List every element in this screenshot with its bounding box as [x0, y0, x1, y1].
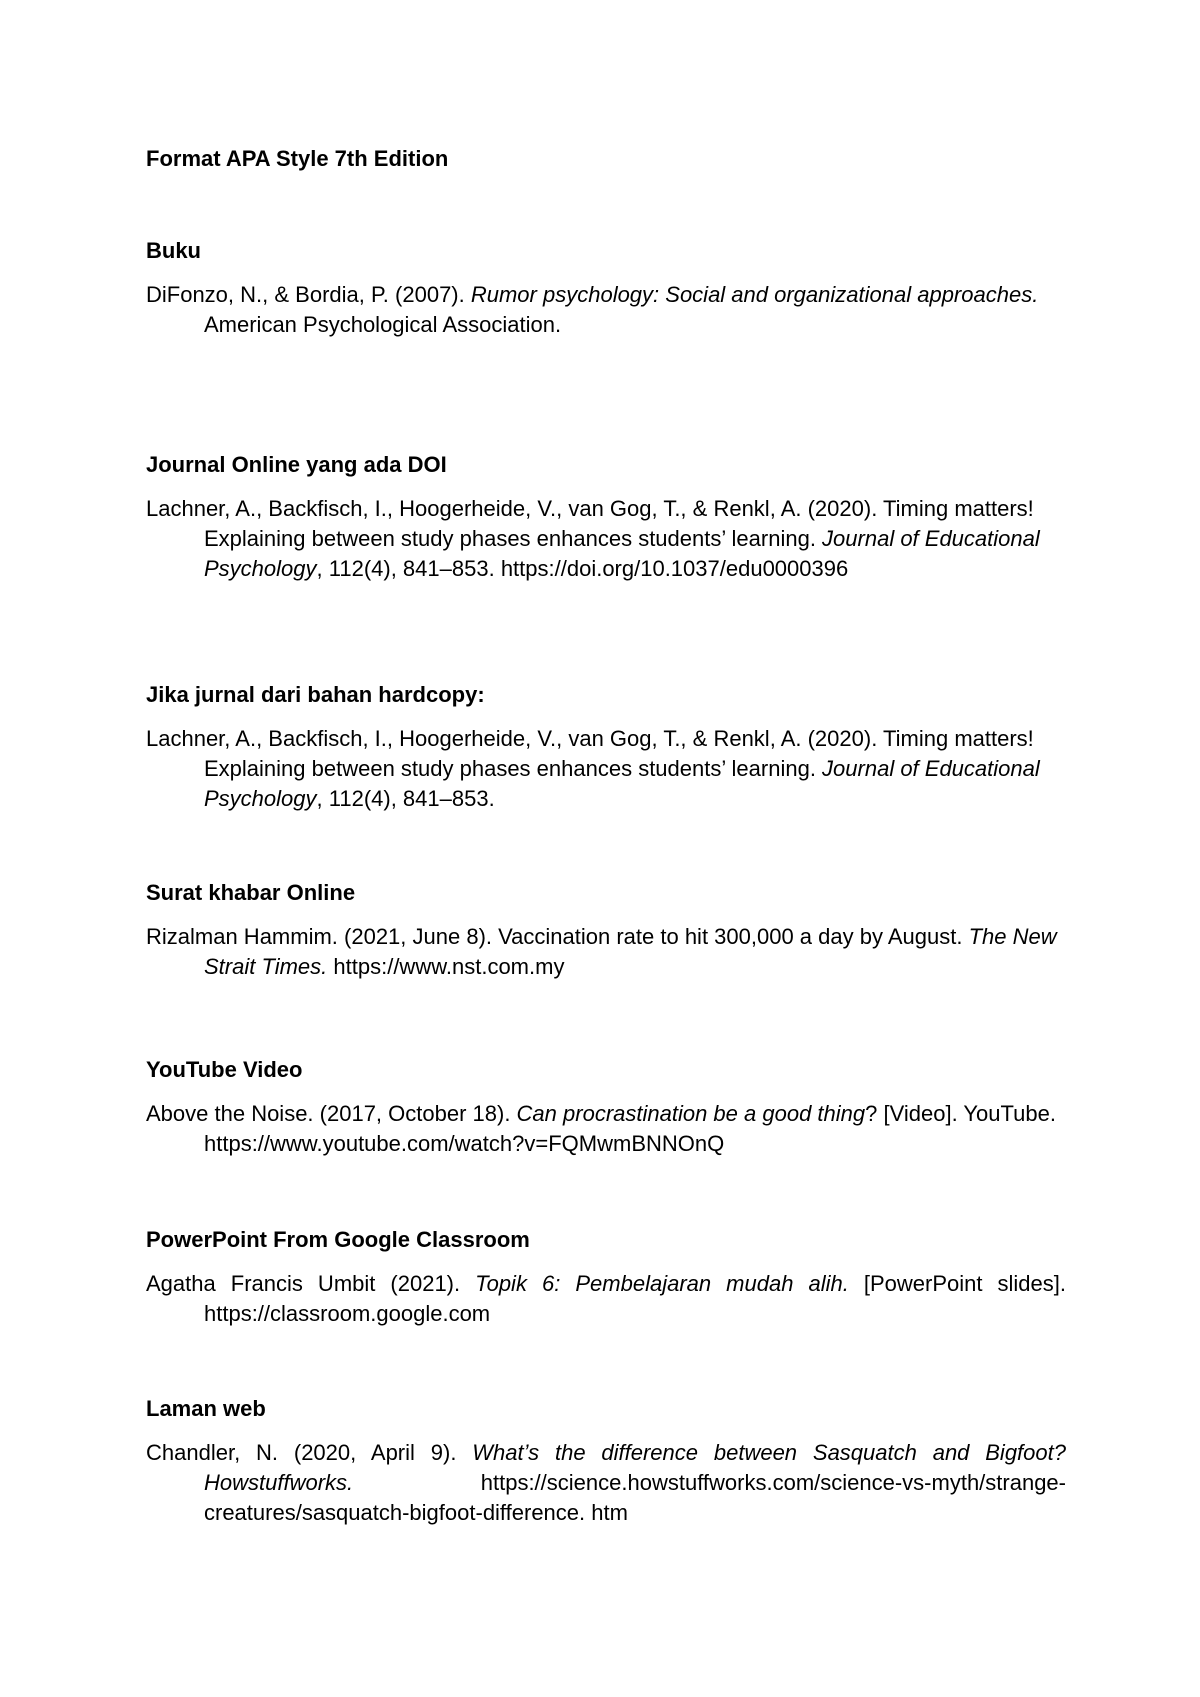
- reference-authors: Lachner, A., Backfisch, I., Hoogerheide, V., van Gog, T., & Renkl, A. (2020). Timing matters! Explaining between study phases enhances students’ learning.: [146, 496, 1034, 551]
- reference-details: ? [Video]. YouTube. https://www.youtube.com/watch?v=FQMwmBNNOnQ: [204, 1101, 1056, 1156]
- reference-authors: Lachner, A., Backfisch, I., Hoogerheide, V., van Gog, T., & Renkl, A. (2020). Timing matters! Explaining between study phases enhances students’ learning.: [146, 726, 1034, 781]
- reference-book: [146, 280, 1066, 340]
- reference-journal-hardcopy: [146, 724, 1066, 814]
- reference-source: The New Strait Times.: [204, 924, 1057, 979]
- reference-authors: Above the Noise. (2017, October 18).: [146, 1101, 517, 1126]
- section-heading-powerpoint: PowerPoint From Google Classroom: [146, 1227, 530, 1252]
- reference-journal-doi: [146, 494, 1066, 584]
- reference-journal-name: Journal of Educational Psychology: [204, 526, 1040, 581]
- reference-work-title: Topik 6: Pembelajaran mudah alih.: [475, 1271, 849, 1296]
- section-book: [146, 236, 1066, 340]
- section-heading-journal-doi: Journal Online yang ada DOI: [146, 452, 447, 477]
- reference-volume-pages: , 112(4), 841–853.: [316, 556, 501, 581]
- section-journal-hardcopy: [146, 680, 1066, 814]
- reference-authors: Rizalman Hammim. (2021, June 8). Vaccination rate to hit 300,000 a day by August.: [146, 924, 969, 949]
- section-heading-journal-hardcopy: Jika jurnal dari bahan hardcopy:: [146, 682, 485, 707]
- reference-details: [PowerPoint slides]. https://classroom.google.com: [204, 1271, 1066, 1326]
- reference-powerpoint: [146, 1269, 1066, 1329]
- reference-website: [146, 1438, 1066, 1528]
- section-powerpoint: [146, 1225, 1066, 1329]
- section-website: [146, 1394, 1066, 1528]
- reference-work-title: What’s the difference between Sasquatch and Bigfoot? Howstuffworks.: [204, 1440, 1066, 1495]
- section-newspaper: [146, 878, 1066, 982]
- reference-authors: DiFonzo, N., & Bordia, P. (2007).: [146, 282, 471, 307]
- reference-work-title: Can procrastination be a good thing: [516, 1101, 866, 1126]
- reference-work-title: Rumor psychology: Social and organizational approaches.: [470, 282, 1039, 307]
- document-title: Format APA Style 7th Edition: [146, 146, 449, 171]
- reference-publisher: American Psychological Association.: [204, 312, 562, 337]
- section-heading-website: Laman web: [146, 1396, 266, 1421]
- section-youtube: [146, 1055, 1066, 1159]
- reference-doi: https://doi.org/10.1037/edu0000396: [500, 556, 849, 581]
- reference-url: https://science.howstuffworks.com/science-vs-myth/strange-creatures/sasquatch-bigfoot-difference. htm: [204, 1470, 1066, 1525]
- reference-authors: Chandler, N. (2020, April 9).: [146, 1440, 473, 1465]
- reference-journal-name: Journal of Educational Psychology: [204, 756, 1040, 811]
- reference-url: https://www.nst.com.my: [327, 954, 565, 979]
- reference-newspaper: [146, 922, 1066, 982]
- section-journal-doi: [146, 450, 1066, 584]
- section-heading-youtube: YouTube Video: [146, 1057, 303, 1082]
- section-heading-newspaper: Surat khabar Online: [146, 880, 356, 905]
- reference-volume-pages: , 112(4), 841–853.: [316, 786, 495, 811]
- reference-youtube: [146, 1099, 1066, 1159]
- section-heading-book: Buku: [146, 238, 201, 263]
- reference-authors: Agatha Francis Umbit (2021).: [146, 1271, 476, 1296]
